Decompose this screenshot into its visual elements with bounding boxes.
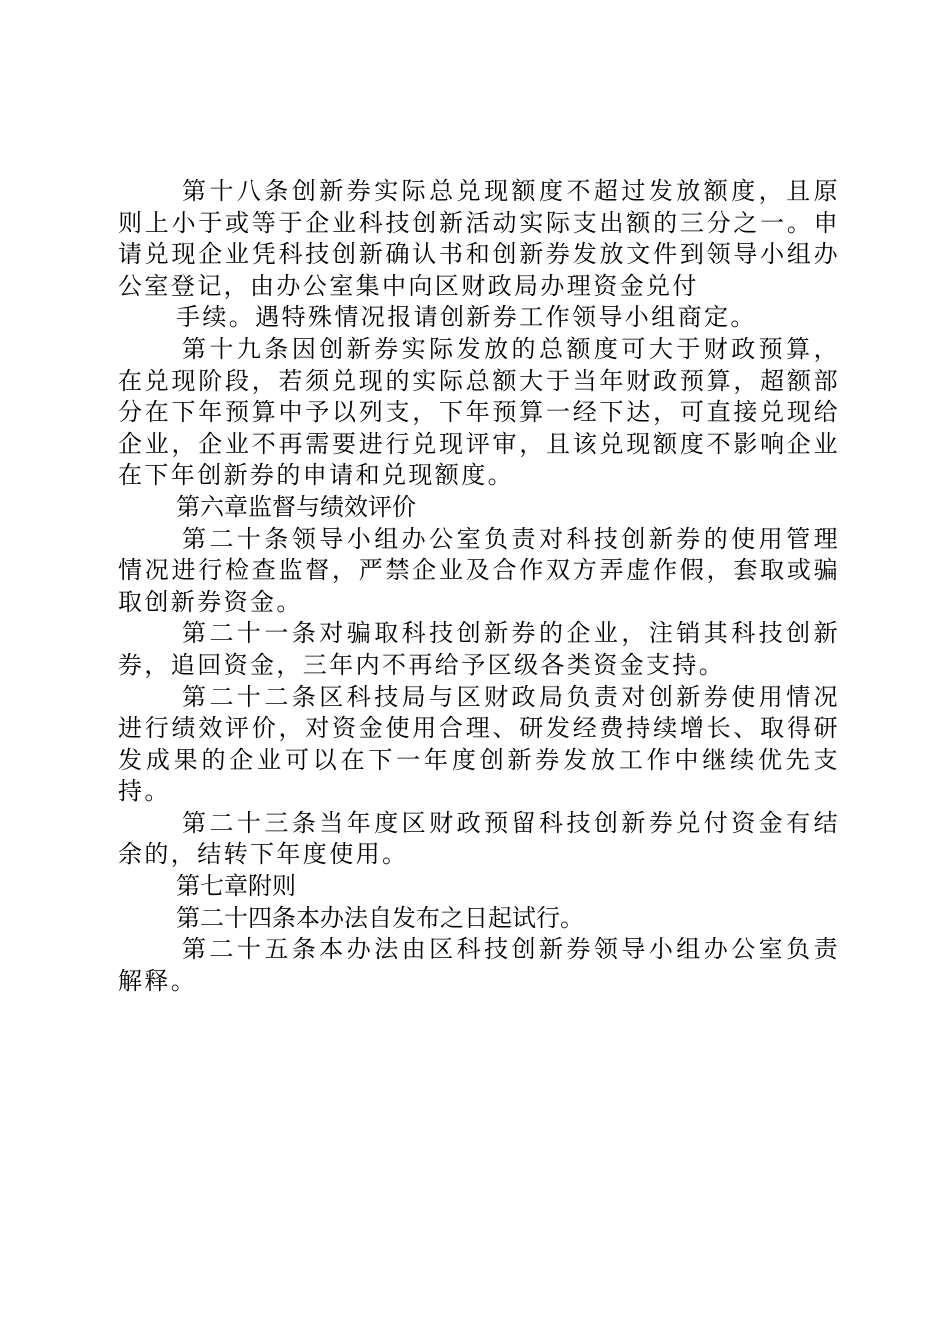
chapter-6-heading: 第六章监督与绩效评价 (176, 492, 416, 521)
article-23: 第二十三条当年度区财政预留科技创新券兑付资金有结余的，结转下年度使用。 (118, 808, 840, 869)
article-18-continuation: 手续。遇特殊情况报请创新券工作领导小组商定。 (176, 303, 757, 332)
article-18: 第十八条创新券实际总兑现额度不超过发放额度，且原则上小于或等于企业科技创新活动实际支出额的三分之一。申请兑现企业凭科技创新确认书和创新券发放文件到领导小组办公室登记，由办公室集中向区财政局办理资金兑付 (118, 177, 840, 300)
article-20: 第二十条领导小组办公室负责对科技创新券的使用管理情况进行检查监督，严禁企业及合作双方弄虚作假，套取或骗取创新券资金。 (118, 524, 840, 616)
chapter-7-heading: 第七章附则 (176, 872, 296, 901)
article-25: 第二十五条本办法由区科技创新券领导小组办公室负责解释。 (118, 935, 840, 995)
article-24: 第二十四条本办法自发布之日起试行。 (176, 903, 584, 932)
article-22: 第二十二条区科技局与区财政局负责对创新券使用情况进行绩效评价，对资金使用合理、研发经费持续增长、取得研发成果的企业可以在下一年度创新券发放工作中继续优先支持。 (118, 682, 840, 806)
article-21: 第二十一条对骗取科技创新券的企业，注销其科技创新券，追回资金，三年内不再给予区级各类资金支持。 (118, 619, 840, 679)
article-19: 第十九条因创新券实际发放的总额度可大于财政预算，在兑现阶段，若须兑现的实际总额大于当年财政预算，超额部分在下年预算中予以列支，下年预算一经下达，可直接兑现给企业，企业不再需要进行兑现评审，且该兑现额度不影响企业在下年创新券的申请和兑现额度。 (118, 334, 840, 490)
document-body (118, 176, 840, 997)
